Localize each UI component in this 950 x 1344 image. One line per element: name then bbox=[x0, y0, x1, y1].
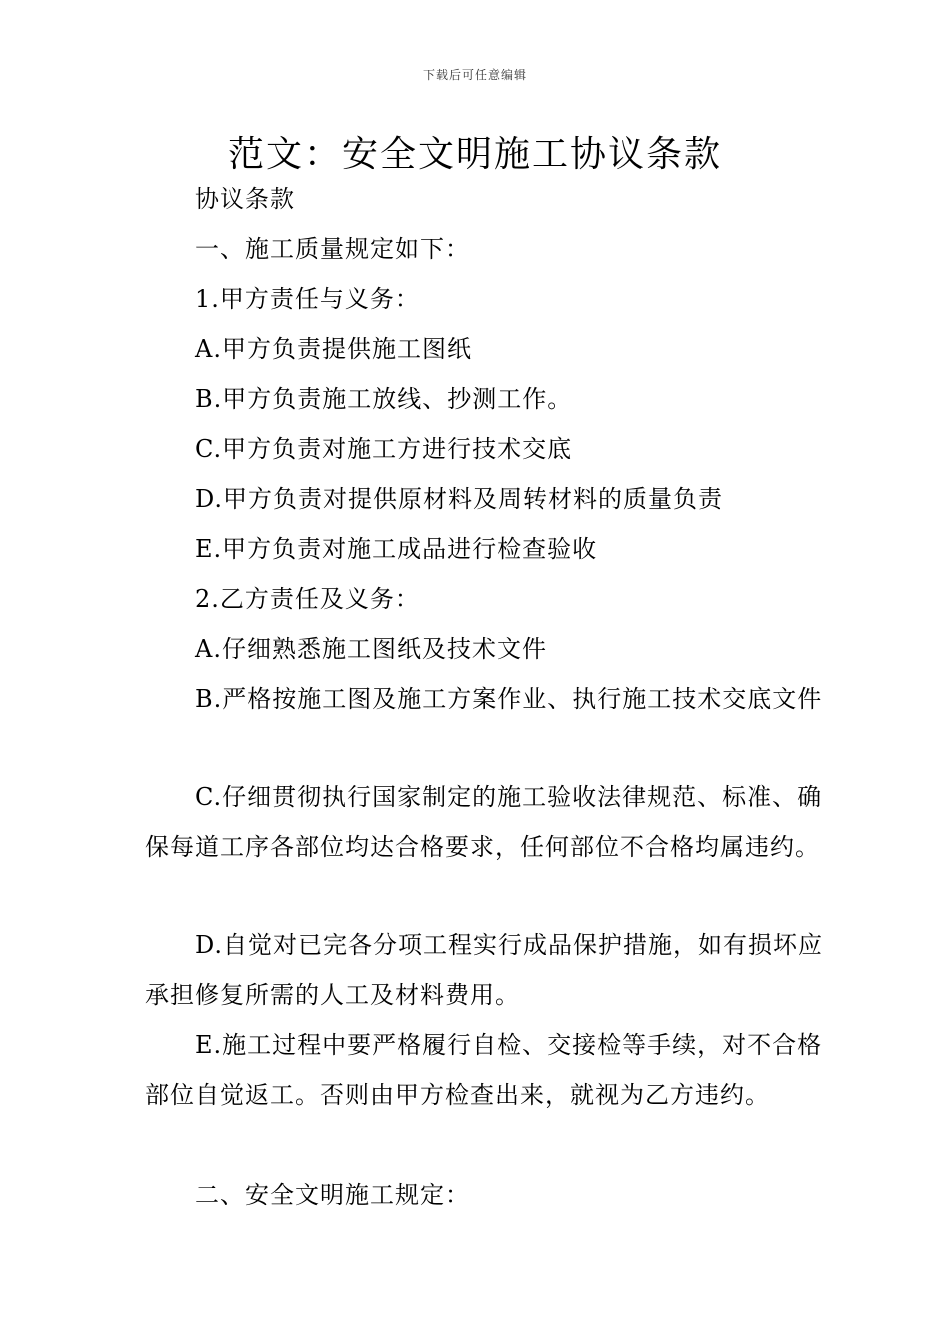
list-item-party-a-e: E.甲方负责对施工成品进行检查验收 bbox=[195, 535, 598, 563]
list-item-party-b-d: D.自觉对已完各分项工程实行成品保护措施，如有损坏应承担修复所需的人工及材料费用。 bbox=[145, 931, 824, 1009]
list-item-party-a-d: D.甲方负责对提供原材料及周转材料的质量负责 bbox=[195, 485, 724, 513]
list-item-party-a-a: A.甲方负责提供施工图纸 bbox=[195, 335, 472, 363]
subheading-party-a: 1.甲方责任与义务： bbox=[195, 285, 420, 313]
list-item-party-b-b: B.严格按施工图及施工方案作业、执行施工技术交底文件 bbox=[195, 685, 823, 713]
list-item-party-b-a: A.仔细熟悉施工图纸及技术文件 bbox=[195, 635, 547, 663]
paragraph-agreement-terms: 协议条款 bbox=[195, 185, 295, 213]
list-item-party-a-c: C.甲方负责对施工方进行技术交底 bbox=[195, 435, 573, 463]
section-heading-safety: 二、安全文明施工规定： bbox=[195, 1181, 470, 1209]
header-note: 下载后可任意编辑 bbox=[422, 68, 527, 82]
list-item-party-b-c: C.仔细贯彻执行国家制定的施工验收法律规范、标准、确保每道工序各部位均达合格要求，任何部位不合格均属违约。 bbox=[145, 783, 823, 861]
document-title: 范文：安全文明施工协议条款 bbox=[227, 134, 722, 175]
list-item-party-a-b: B.甲方负责施工放线、抄测工作。 bbox=[195, 385, 573, 413]
list-item-party-b-e: E.施工过程中要严格履行自检、交接检等手续，对不合格部位自觉返工。否则由甲方检查出来，就视为乙方违约。 bbox=[145, 1031, 823, 1109]
subheading-party-b: 2.乙方责任及义务： bbox=[195, 585, 420, 613]
section-heading-quality: 一、施工质量规定如下： bbox=[195, 235, 470, 263]
